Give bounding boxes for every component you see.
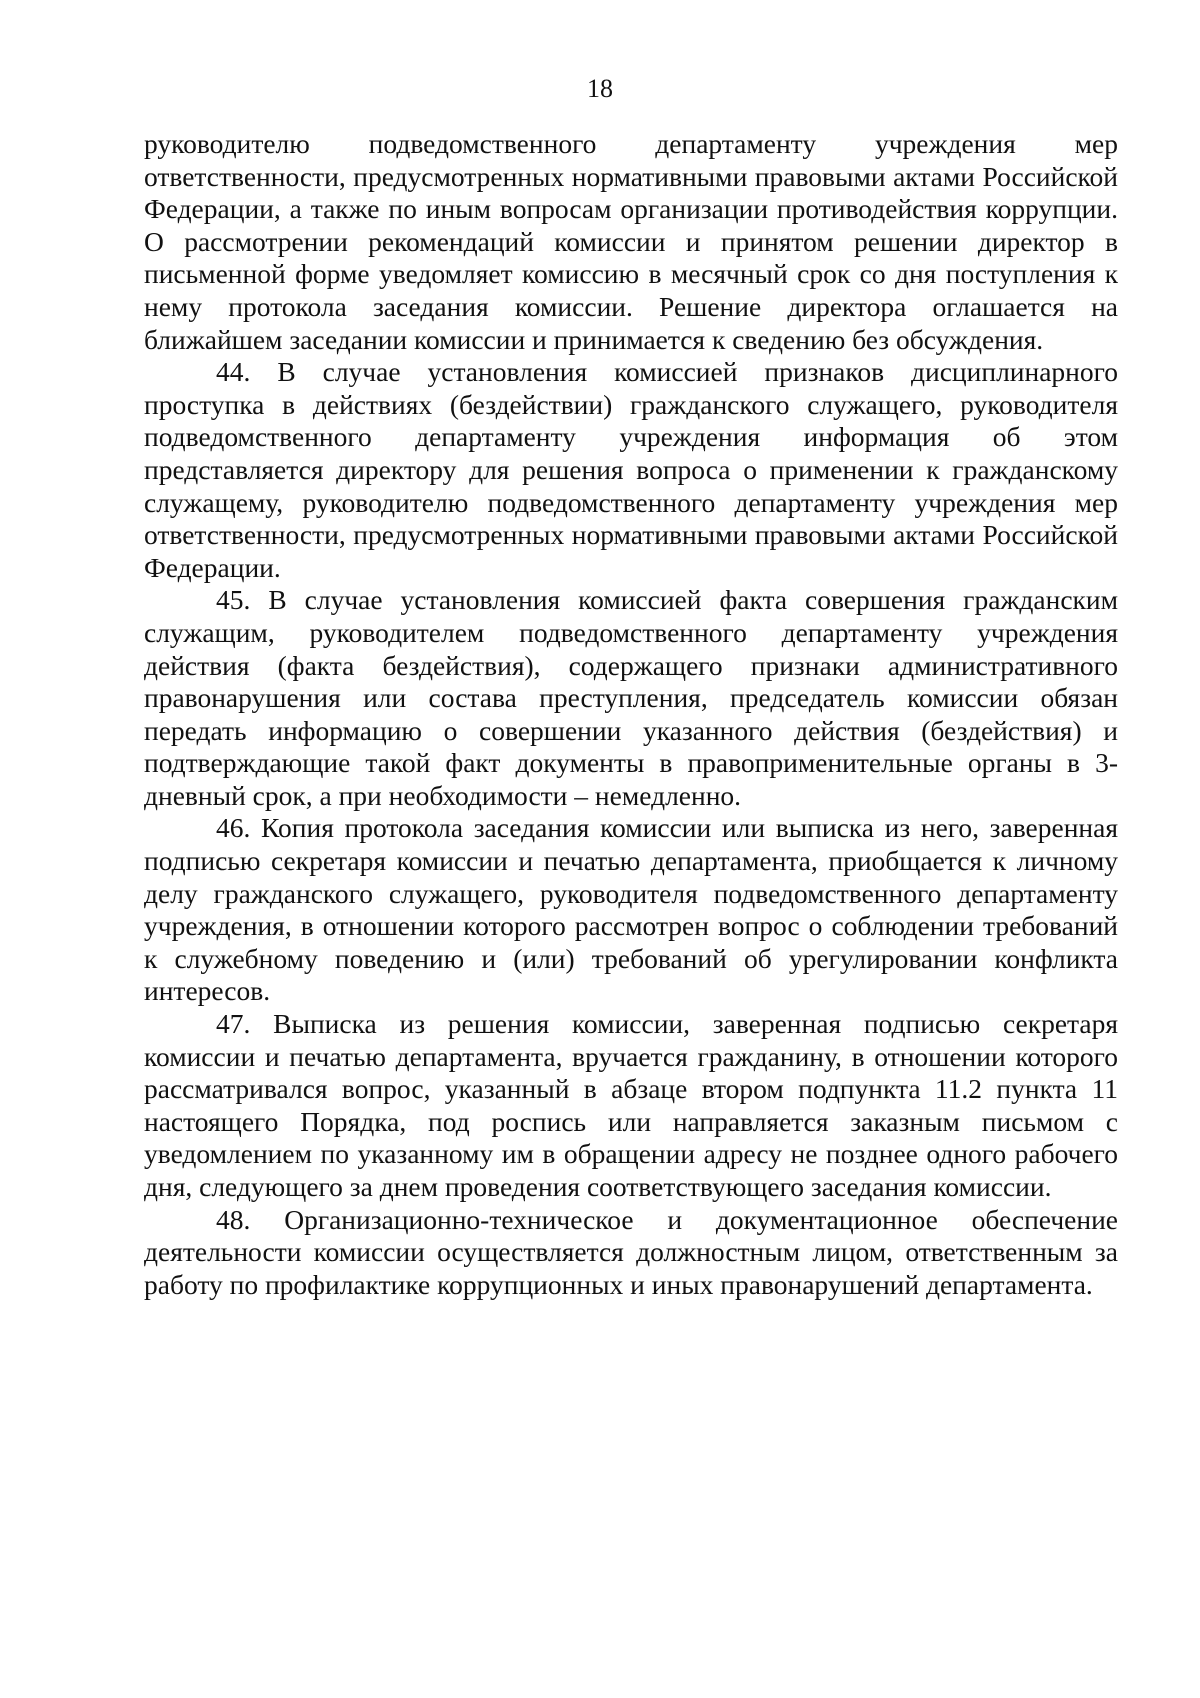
paragraph-number: 46. [216,812,251,844]
paragraph-number: 48. [216,1203,251,1235]
page-number: 18 [587,74,613,103]
paragraph-number: 47. [216,1008,251,1040]
paragraph-text: В случае установления комиссией признаков дисциплинарного проступка в действиях (бездействии) гражданского служащего, руководителя подведомственного департаменту учреждения информация об этом представляется директору для решения вопроса о применении к гражданскому служащему, руководителю подведомственного департаменту учреждения мер ответственности, предусмотренных нормативными правовыми актами Российской Федерации. [144,356,1118,583]
paragraph-text: Выписка из решения комиссии, заверенная подписью секретаря комиссии и печатью департамента, вручается гражданину, в отношении которого рассматривался вопрос, указанный в абзаце втором подпункта 11.2 пункта 11 настоящего Порядка, под роспись или направляется заказным письмом с уведомлением по указанному им в обращении адресу не позднее одного рабочего дня, следующего за днем проведения соответствующего заседания комиссии. [144,1008,1118,1202]
paragraph-continued [144,128,1118,356]
paragraph-47 [144,1008,1118,1204]
paragraph-text: Копия протокола заседания комиссии или выписка из него, заверенная подписью секретаря комиссии и печатью департамента, приобщается к личному делу гражданского служащего, руководителя подведомственного департаменту учреждения, в отношении которого рассмотрен вопрос о соблюдении требований к служебному поведению и (или) требований об урегулировании конфликта интересов. [144,812,1118,1007]
document-body [144,128,1118,1301]
paragraph-number: 45. [216,584,251,616]
paragraph-text: В случае установления комиссией факта совершения гражданским служащим, руководителем подведомственного департаменту учреждения действия (факта бездействия), содержащего признаки административного правонарушения или состава преступления, председатель комиссии обязан передать информацию о совершении указанного действия (бездействия) и подтверждающие такой факт документы в правоприменительные органы в 3-дневный срок, а при необходимости – немедленно. [144,584,1118,811]
paragraph-45 [144,584,1118,812]
paragraph-text: Организационно-техническое и документационное обеспечение деятельности комиссии осуществляется должностным лицом, ответственным за работу по профилактике коррупционных и иных правонарушений департамента. [144,1203,1119,1300]
paragraph-46 [144,812,1118,1008]
paragraph-44 [144,356,1118,584]
paragraph-text: руководителю подведомственного департаменту учреждения мер ответственности, предусмотренных нормативными правовыми актами Российской Федерации, а также по иным вопросам организации противодействия коррупции. О рассмотрении рекомендаций комиссии и принятом решении директор в письменной форме уведомляет комиссию в месячный срок со дня поступления к нему протокола заседания комиссии. Решение директора оглашается на ближайшем заседании комиссии и принимается к сведению без обсуждения. [144,128,1118,355]
paragraph-number: 44. [216,356,251,388]
paragraph-48 [144,1204,1118,1302]
